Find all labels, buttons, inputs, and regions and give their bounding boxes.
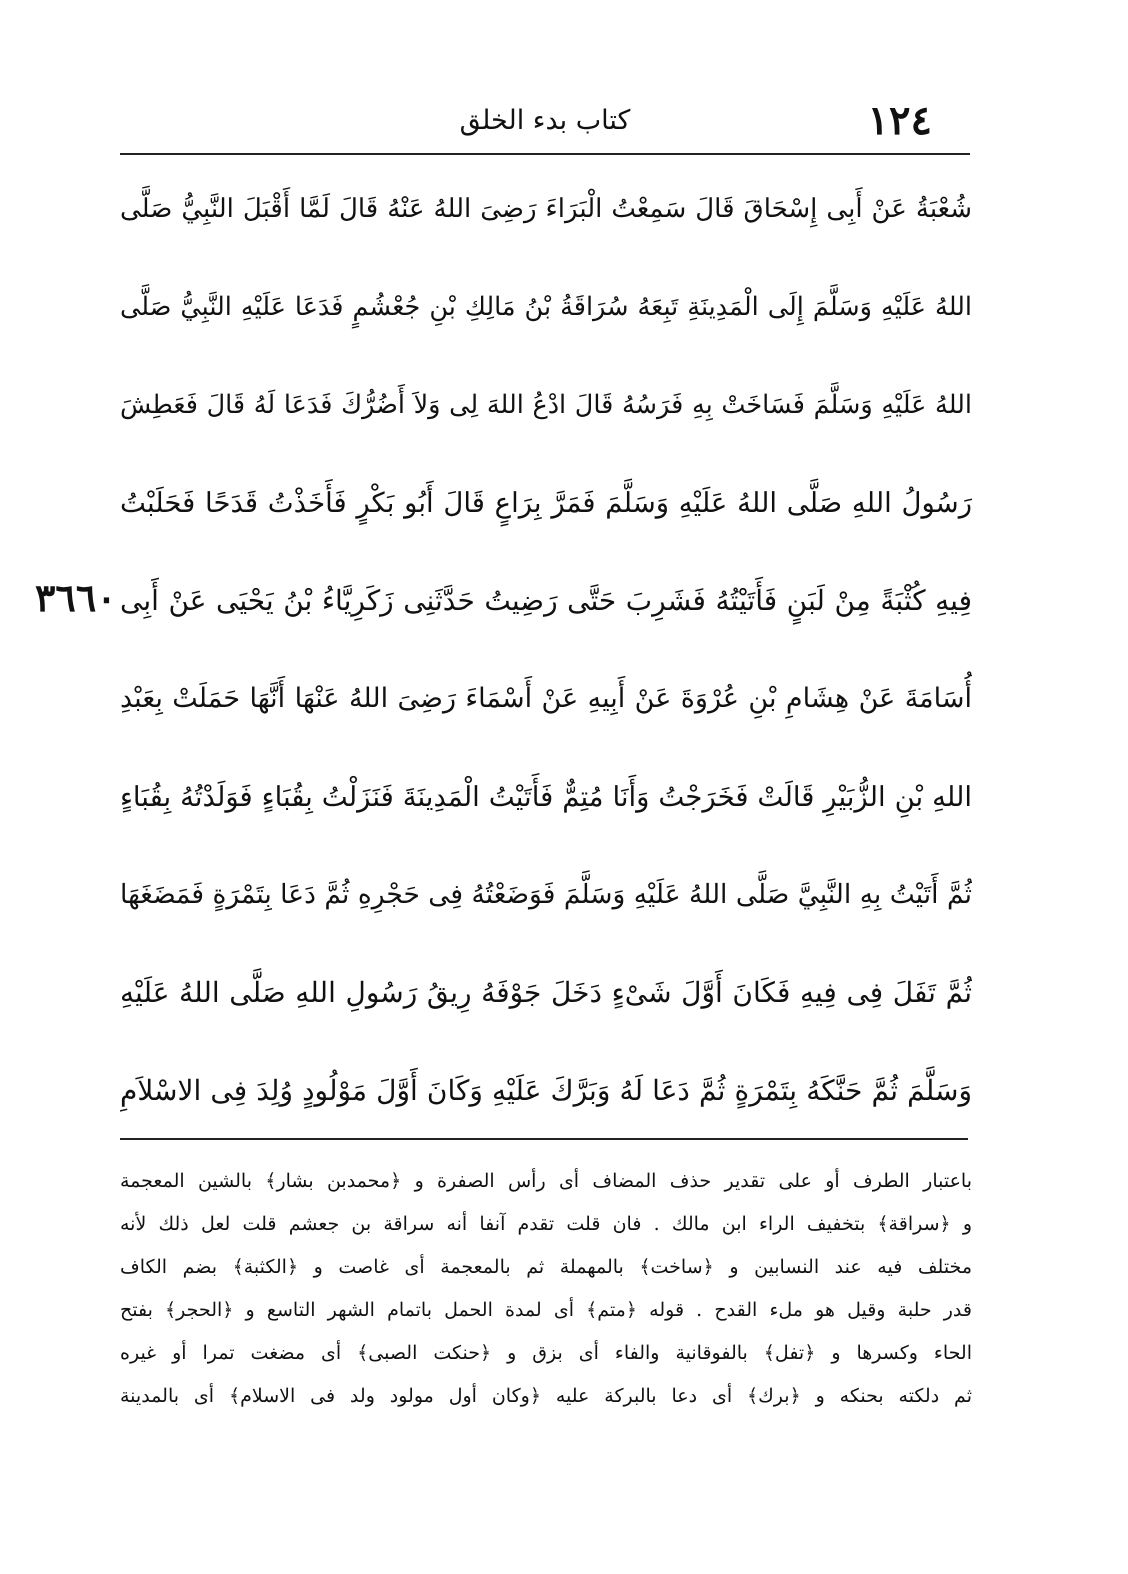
text-line: أُسَامَةَ عَنْ هِشَامِ بْنِ عُرْوَةَ عَنْ أَبِيهِ عَنْ أَسْمَاءَ رَضِىَ اللهُ عَنْهَا أَنَّهَا حَمَلَتْ بِعَبْدِ (120, 683, 972, 714)
text-line: فِيهِ كُثْبَةً مِنْ لَبَنٍ فَأَتَيْتُهُ فَشَرِبَ حَتَّى رَضِيتُ حَدَّثَنِى زَكَرِيَّاءُ بْنُ يَحْيَى عَنْ أَبِى (120, 584, 972, 617)
footnote-divider (120, 1138, 968, 1140)
page-number: ١٢٤ (867, 97, 932, 144)
text-line: رَسُولُ اللهِ صَلَّى اللهُ عَلَيْهِ وَسَلَّمَ فَمَرَّ بِرَاعٍ قَالَ أَبُو بَكْرٍ فَأَخَذْتُ قَدَحًا فَحَلَبْتُ (120, 487, 972, 519)
footnotes (120, 1160, 972, 1418)
footnote-line: مختلف فيه عند النسابين و ﴿ساخت﴾ بالمهملة ثم بالمعجمة أى غاصت و ﴿الكثبة﴾ بضم الكاف (120, 1256, 972, 1278)
footnote-line: و ﴿سراقة﴾ بتخفيف الراء ابن مالك . فان قلت تقدم آنفا أنه سراقة بن جعشم قلت لعل ذلك لأنه (120, 1213, 972, 1235)
page-header (120, 95, 970, 155)
footnote-line: باعتبار الطرف أو على تقدير حذف المضاف أى رأس الصفرة و ﴿محمدبن بشار﴾ بالشين المعجمة (120, 1170, 972, 1192)
footnote-line: الحاء وكسرها و ﴿تفل﴾ بالفوقانية والفاء أى بزق و ﴿حنكت الصبى﴾ أى مضغت تمرا أو غيره (120, 1342, 972, 1364)
text-line: شُعْبَةُ عَنْ أَبِى إِسْحَاقَ قَالَ سَمِعْتُ الْبَرَاءَ رَضِىَ اللهُ عَنْهُ قَالَ لَمَّا أَقْبَلَ النَّبِيُّ صَلَّى (120, 194, 972, 224)
text-line: اللهُ عَلَيْهِ وَسَلَّمَ فَسَاخَتْ بِهِ فَرَسُهُ قَالَ ادْعُ اللهَ لِى وَلاَ أَضُرُّكَ فَدَعَا لَهُ قَالَ فَعَطِشَ (120, 390, 972, 420)
hadith-number: ٣٦٦٠ (35, 575, 117, 620)
running-title: كتاب بدء الخلق (459, 105, 631, 136)
footnote-line: قدر حلبة وقيل هو ملء القدح . قوله ﴿متم﴾ أى لمدة الحمل باتمام الشهر التاسع و ﴿الحجر﴾ بفتح (120, 1299, 972, 1321)
text-line: ثُمَّ أَتَيْتُ بِهِ النَّبِيَّ صَلَّى اللهُ عَلَيْهِ وَسَلَّمَ فَوَضَعْتُهُ فِى حَجْرِهِ ثُمَّ دَعَا بِتَمْرَةٍ فَمَضَغَهَا (120, 879, 972, 910)
text-line: وَسَلَّمَ ثُمَّ حَنَّكَهُ بِتَمْرَةٍ ثُمَّ دَعَا لَهُ وَبَرَّكَ عَلَيْهِ وَكَانَ أَوَّلَ مَوْلُودٍ وُلِدَ فِى الاسْلاَمِ (120, 1074, 972, 1107)
text-line: اللهِ بْنِ الزُّبَيْرِ قَالَتْ فَخَرَجْتُ وَأَنَا مُتِمٌّ فَأَتَيْتُ الْمَدِينَةَ فَنَزَلْتُ بِقُبَاءٍ فَوَلَدْتُهُ بِقُبَاءٍ (120, 781, 972, 813)
main-text (120, 160, 972, 1140)
text-line: ثُمَّ تَفَلَ فِى فِيهِ فَكَانَ أَوَّلَ شَىْءٍ دَخَلَ جَوْفَهُ رِيقُ رَسُولِ اللهِ صَلَّى اللهُ عَلَيْهِ (120, 976, 972, 1009)
footnote-line: ثم دلكته بحنكه و ﴿برك﴾ أى دعا بالبركة عليه ﴿وكان أول مولود ولد فى الاسلام﴾ أى بالمدينة (120, 1385, 972, 1407)
text-line: اللهُ عَلَيْهِ وَسَلَّمَ إِلَى الْمَدِينَةِ تَبِعَهُ سُرَاقَةُ بْنُ مَالِكِ بْنِ جُعْشُمٍ فَدَعَا عَلَيْهِ النَّبِيُّ صَلَّى (120, 292, 972, 322)
